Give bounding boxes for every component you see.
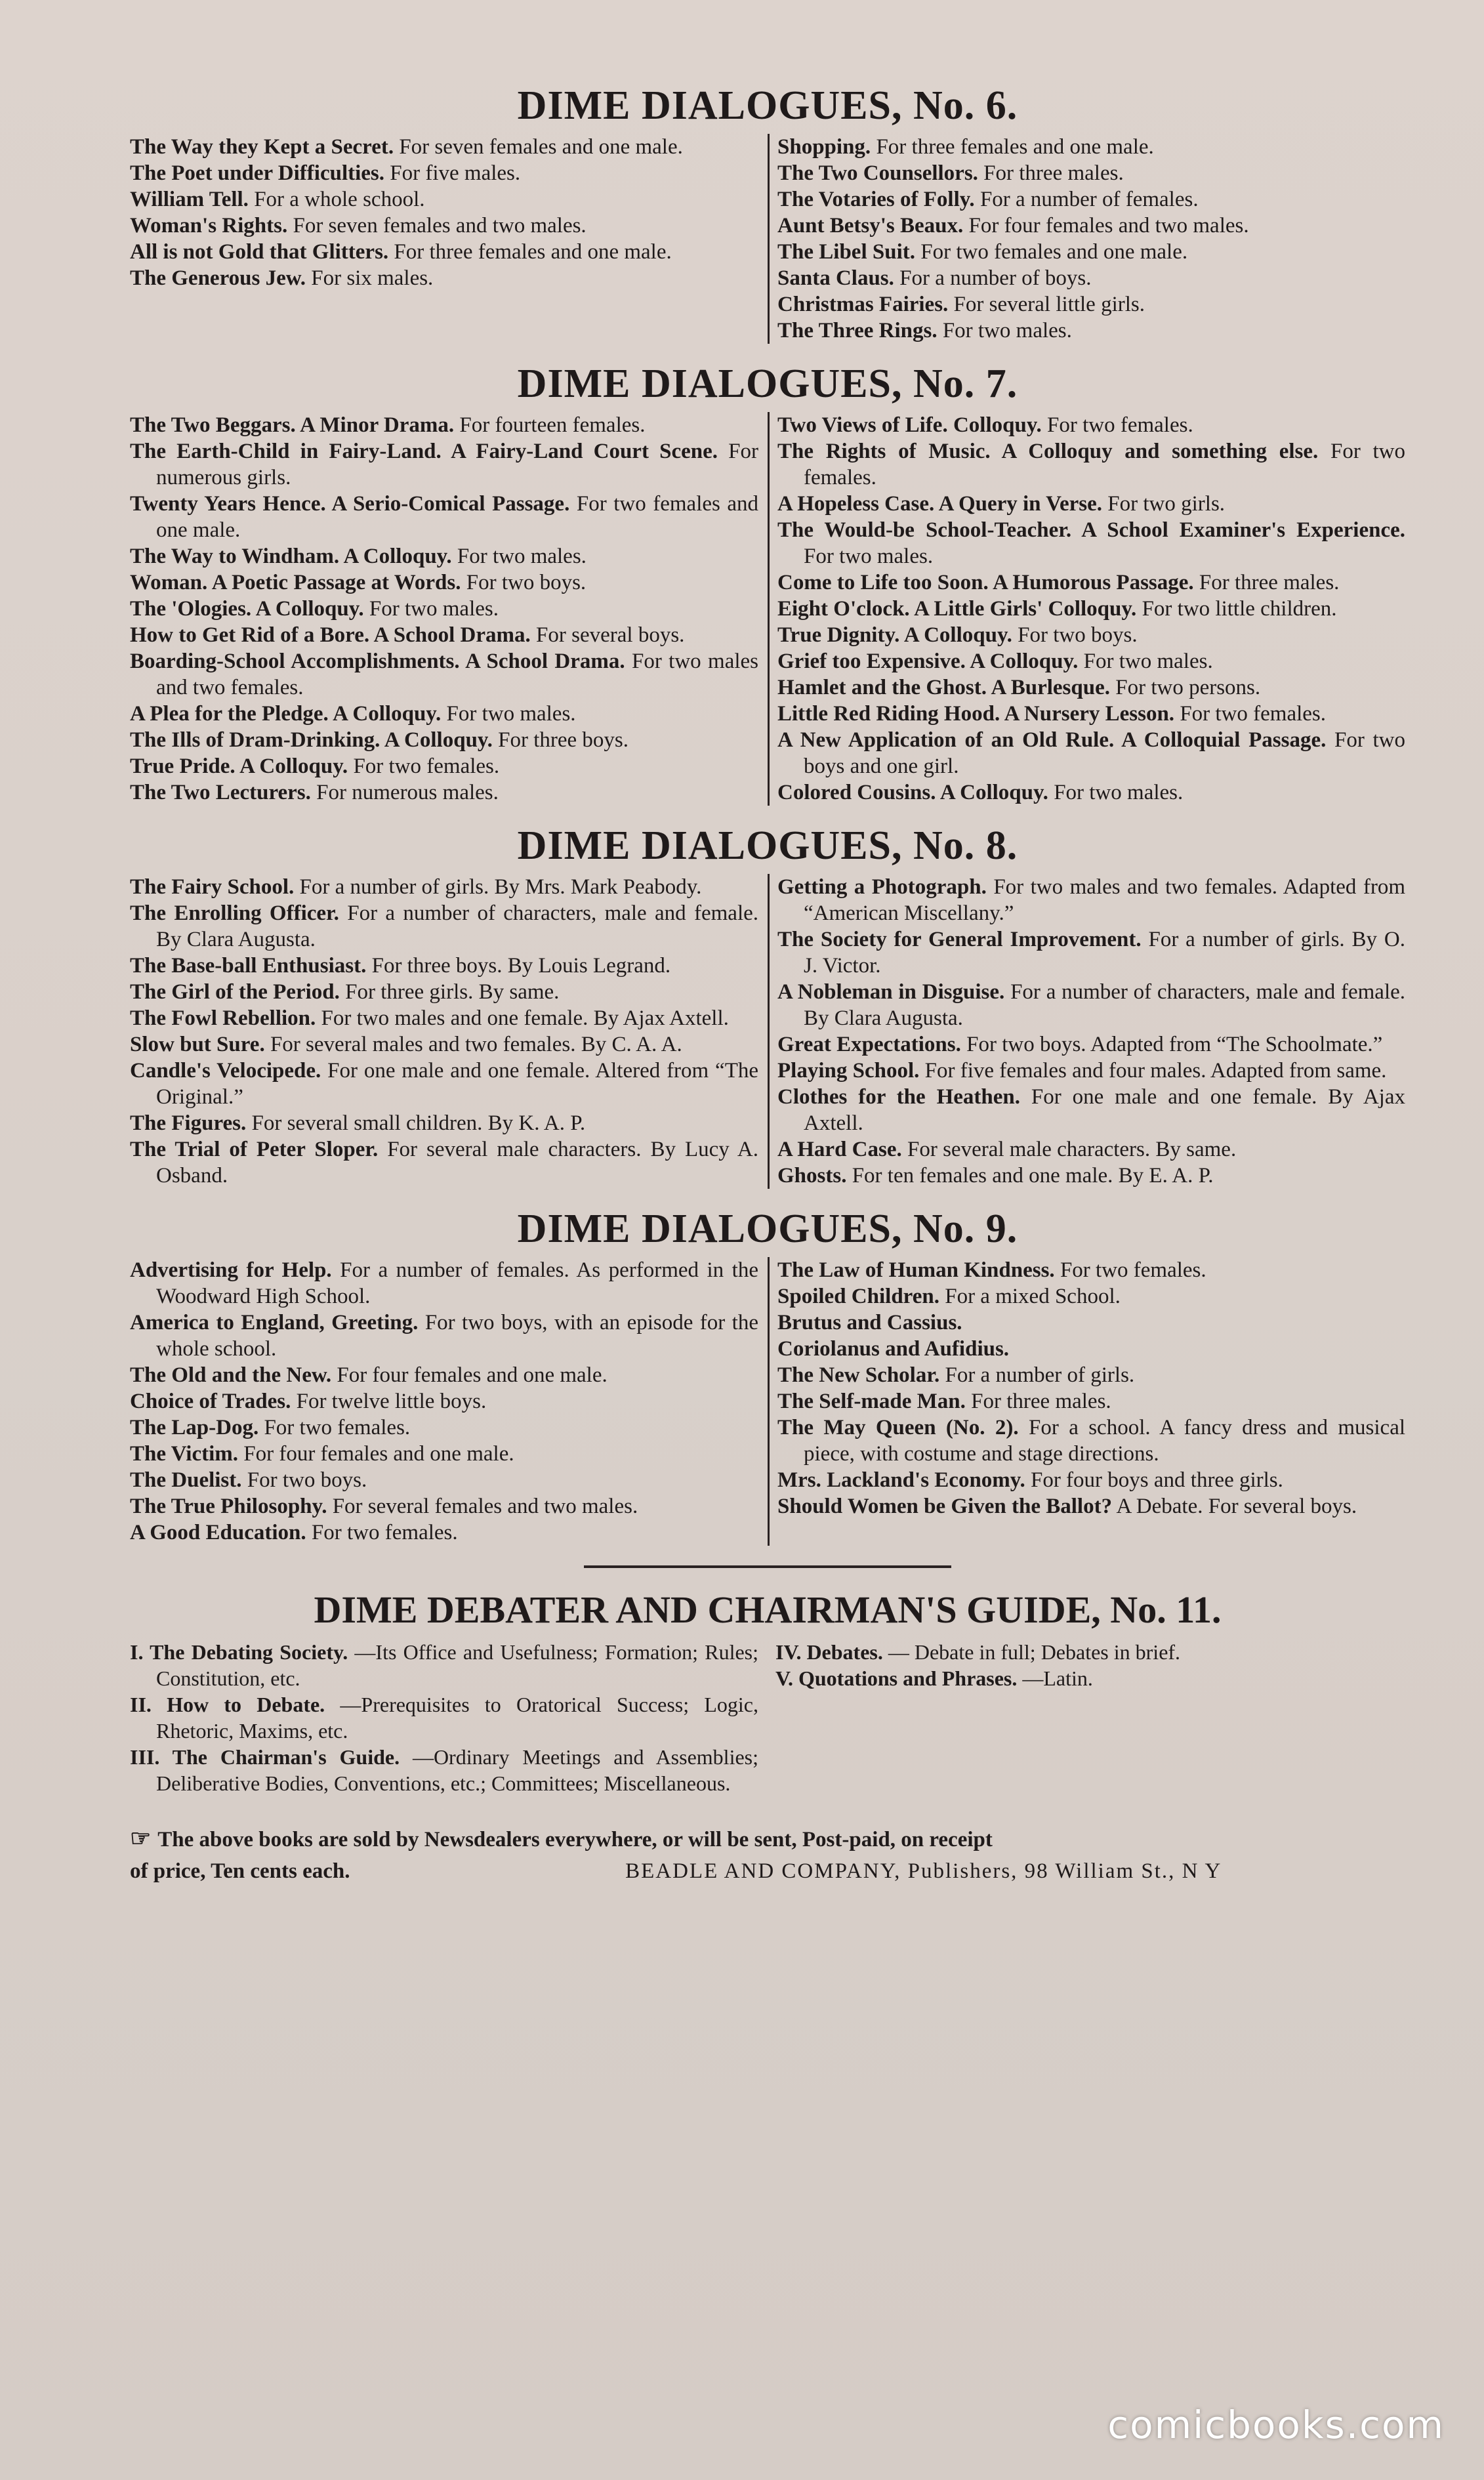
dialogue-entry [130,1310,758,1362]
right-column [768,134,1405,344]
entry-title: The Generous Jew. [130,266,306,290]
right-column [768,412,1405,806]
entry-title: True Dignity. A Colloquy. [777,623,1012,647]
entry-cast: For a number of girls. By Mrs. Mark Peabody. [299,875,702,899]
dialogue-entry [130,1362,758,1388]
entry-title: Candle's Velocipede. [130,1059,321,1083]
dialogue-entry [777,1136,1405,1163]
dialogue-entry [777,213,1405,239]
entry-cast: —Ordinary Meetings and Assemblies; Deliberative Bodies, Conventions, etc.; Committees; Miscellaneous. [156,1745,758,1795]
entry-title: Getting a Photograph. [777,875,987,899]
entry-title: III. The Chairman's Guide. [130,1745,400,1769]
entry-cast: For three boys. By Louis Legrand. [371,954,671,978]
dialogue-entry [130,979,758,1005]
dialogues-section [130,1201,1405,1546]
dialogue-entry [130,160,758,186]
dialogue-entry [130,1031,758,1058]
dialogue-entry [130,1639,758,1691]
left-column [130,874,768,1189]
entry-title: Shopping. [777,135,871,159]
section-columns [130,134,1405,344]
dialogue-entry [130,1744,758,1796]
entry-cast: For seven females and one male. [399,135,683,159]
dialogue-entry [130,186,758,213]
dialogue-entry [130,1058,758,1110]
entry-title: Two Views of Life. Colloquy. [777,413,1042,437]
dialogue-entry [777,926,1405,979]
left-column [130,412,768,806]
entry-cast: For several small children. By K. A. P. [251,1111,586,1135]
dialogue-entry [777,1310,1405,1336]
section-title: DIME DIALOGUES, No. 9. [517,1207,1018,1251]
entry-cast: For three males. [971,1390,1111,1413]
entry-title: Playing School. [777,1059,920,1083]
site-watermark: comicbooks.com [1107,2403,1445,2447]
dialogue-entry [777,569,1405,596]
dialogue-entry [777,727,1405,779]
dialogue-entry [130,239,758,265]
dialogue-entry [775,1639,1405,1665]
entry-cast: For two persons. [1115,676,1261,699]
entry-title: I. The Debating Society. [130,1640,348,1664]
dialogue-entry [130,1493,758,1519]
entry-cast: For six males. [311,266,434,290]
entry-title: The Duelist. [130,1468,242,1492]
left-column [130,1257,768,1546]
entry-cast: For two males and two females. Adapted from “American Miscellany.” [804,875,1405,925]
entry-title: IV. Debates. [775,1640,883,1664]
entry-cast: For two males. [1054,781,1184,804]
entry-cast: For numerous males. [316,781,499,804]
notice-price: of price, Ten cents each. [130,1859,350,1883]
entry-title: The Rights of Music. A Colloquy and something else. [777,440,1319,463]
dialogue-entry [777,318,1405,344]
entry-cast: For a number of boys. [899,266,1092,290]
dialogue-entry [777,596,1405,622]
entry-title: The True Philosophy. [130,1495,327,1518]
entry-cast: For two males. [457,545,587,568]
entry-title: Should Women be Given the Ballot? [777,1495,1113,1518]
entry-cast: For two females. [1060,1258,1206,1282]
entry-cast: For four females and one male. [337,1363,608,1387]
section-title: DIME DIALOGUES, No. 7. [517,362,1018,406]
entry-title: The Two Counsellors. [777,161,978,185]
entry-title: The 'Ologies. A Colloquy. [130,597,364,621]
entry-title: Colored Cousins. A Colloquy. [777,781,1048,804]
dialogue-entry [130,727,758,753]
entry-title: A Hard Case. [777,1138,902,1161]
dialogue-entry [130,753,758,779]
entry-title: A Nobleman in Disguise. [777,980,1005,1004]
dialogue-entry [130,596,758,622]
entry-title: The Fairy School. [130,875,295,899]
entry-cast: For a number of characters, male and female. By Clara Augusta. [156,901,759,951]
dialogue-entry [777,1283,1405,1310]
entry-title: V. Quotations and Phrases. [775,1666,1018,1690]
dialogue-entry [777,1163,1405,1189]
entry-cast: For two females and one male. [156,492,759,542]
dialogue-entry [130,1257,758,1310]
dialogues-section [130,817,1405,1189]
entry-cast: For two girls. [1107,492,1226,516]
dialogues-section [130,356,1405,806]
entry-cast: For three males. [983,161,1124,185]
dialogue-entry [130,1519,758,1546]
dialogue-entry [130,900,758,953]
entry-title: All is not Gold that Glitters. [130,240,389,264]
dialogue-entry [777,186,1405,213]
dialogue-entry [130,491,758,543]
entry-cast: A Debate. For several boys. [1116,1495,1357,1518]
entry-cast: For two little children. [1142,597,1337,621]
entry-title: Ghosts. [777,1164,847,1188]
dialogue-entry [130,412,758,438]
entry-title: A Plea for the Pledge. A Colloquy. [130,702,442,726]
left-column [130,134,768,344]
dialogue-entry [777,622,1405,648]
entry-cast: For two females. [264,1416,411,1439]
dialogue-entry [130,1441,758,1467]
entry-title: The New Scholar. [777,1363,940,1387]
dialogue-entry [130,1467,758,1493]
entry-title: How to Get Rid of a Bore. A School Drama. [130,623,531,647]
dialogue-entry [130,569,758,596]
entry-title: Grief too Expensive. A Colloquy. [777,650,1079,673]
entry-title: The Way they Kept a Secret. [130,135,394,159]
entry-title: The Girl of the Period. [130,980,340,1004]
entry-cast: For a number of females. [979,188,1199,211]
dialogue-entry [775,1665,1405,1691]
entry-cast: For two boys. [466,571,587,594]
entry-cast: —Prerequisites to Oratorical Success; Logic, Rhetoric, Maxims, etc. [156,1693,759,1743]
entry-title: The Libel Suit. [777,240,915,264]
entry-title: The Ills of Dram-Drinking. A Colloquy. [130,728,493,752]
dialogues-sections [130,77,1405,1546]
entry-title: True Pride. A Colloquy. [130,754,348,778]
dialogue-entry [777,674,1405,701]
entry-title: The Law of Human Kindness. [777,1258,1055,1282]
entry-title: Woman's Rights. [130,214,288,238]
entry-title: Santa Claus. [777,266,894,290]
entry-title: The Society for General Improvement. [777,928,1142,951]
entry-cast: For two females. [804,440,1406,489]
dialogue-entry [130,265,758,291]
entry-title: Little Red Riding Hood. A Nursery Lesson. [777,702,1175,726]
pointing-hand-icon: ☞ [130,1825,152,1851]
entry-cast: For several females and two males. [332,1495,638,1518]
entry-cast: For two males. [804,545,934,568]
entry-title: The Trial of Peter Sloper. [130,1138,379,1161]
entry-cast: For two boys, with an episode for the whole school. [156,1311,758,1361]
entry-cast: For several little girls. [953,293,1145,316]
guide-columns [130,1639,1405,1796]
entry-title: The Figures. [130,1111,247,1135]
entry-title: William Tell. [130,188,249,211]
entry-cast: For several male characters. By Lucy A. Osband. [156,1138,758,1188]
entry-title: The Victim. [130,1442,238,1466]
section-columns [130,1257,1405,1546]
entry-title: A New Application of an Old Rule. A Colloquial Passage. [777,728,1327,752]
entry-cast: For a number of females. As performed in the Woodward High School. [156,1258,758,1308]
divider-rule [584,1565,951,1568]
dialogue-entry [777,239,1405,265]
dialogue-entry [777,648,1405,674]
entry-cast: For three females and one male. [876,135,1154,159]
entry-cast: For a number of girls. By O. J. Victor. [804,928,1405,978]
entry-cast: For a whole school. [254,188,425,211]
entry-cast: For one male and one female. By Ajax Axtell. [804,1085,1405,1135]
entry-title: Spoiled Children. [777,1285,939,1308]
entry-title: Choice of Trades. [130,1390,291,1413]
dialogue-entry [130,622,758,648]
entry-cast: For several boys. [536,623,685,647]
dialogue-entry [777,1362,1405,1388]
dialogue-entry [130,1136,758,1189]
entry-cast: For three girls. By same. [345,980,560,1004]
entry-title: The Enrolling Officer. [130,901,339,925]
entry-title: The Two Beggars. A Minor Drama. [130,413,455,437]
entry-cast: For fourteen females. [459,413,646,437]
entry-cast: —Its Office and Usefulness; Formation; Rules; Constitution, etc. [156,1640,758,1690]
entry-title: The Earth-Child in Fairy-Land. A Fairy-Land Court Scene. [130,440,718,463]
entry-cast: — Debate in full; Debates in brief. [888,1640,1181,1664]
entry-cast: For ten females and one male. By E. A. P. [852,1164,1214,1188]
dialogue-entry [777,265,1405,291]
entry-cast: For a mixed School. [945,1285,1121,1308]
entry-title: Brutus and Cassius. [777,1311,962,1334]
dialogue-entry [130,1388,758,1415]
entry-cast: For two males. [942,319,1072,342]
dialogue-entry [130,953,758,979]
entry-cast: For several males and two females. By C. A. A. [270,1033,682,1056]
dialogue-entry [777,779,1405,806]
dialogue-entry [130,543,758,569]
entry-title: Twenty Years Hence. A Serio-Comical Passage. [130,492,570,516]
entry-title: Advertising for Help. [130,1258,332,1282]
guide-left-column [130,1639,768,1796]
entry-title: America to England, Greeting. [130,1311,419,1334]
right-column [768,1257,1405,1546]
entry-title: Woman. A Poetic Passage at Words. [130,571,461,594]
entry-cast: For two males. [446,702,576,726]
dialogue-entry [130,213,758,239]
dialogue-entry [777,701,1405,727]
dialogue-entry [130,134,758,160]
entry-title: The Self-made Man. [777,1390,966,1413]
section-columns [130,874,1405,1189]
entry-title: Boarding-School Accomplishments. A School Drama. [130,650,625,673]
entry-cast: For two males and one female. By Ajax Axtell. [321,1006,729,1030]
dialogue-entry [777,1058,1405,1084]
entry-cast: For seven females and two males. [293,214,587,238]
right-column [768,874,1405,1189]
entry-title: A Good Education. [130,1521,306,1544]
entry-cast: For two females. [1047,413,1193,437]
dialogues-section [130,77,1405,344]
dialogue-entry [777,291,1405,318]
entry-title: The Old and the New. [130,1363,332,1387]
entry-title: The Lap-Dog. [130,1416,259,1439]
entry-cast: For two males. [1083,650,1213,673]
entry-cast: For two boys and one girl. [804,728,1405,778]
dialogue-entry [777,438,1405,491]
dialogue-entry [777,412,1405,438]
dialogue-entry [777,1084,1405,1136]
entry-cast: For two males and two females. [156,650,758,699]
entry-cast: For two boys. [247,1468,367,1492]
dialogue-entry [130,779,758,806]
dialogue-entry [777,979,1405,1031]
entry-cast: For two females. [353,754,500,778]
entry-cast: For twelve little boys. [296,1390,487,1413]
entry-title: Hamlet and the Ghost. A Burlesque. [777,676,1110,699]
dialogue-entry [130,648,758,701]
entry-cast: For several male characters. By same. [907,1138,1237,1161]
entry-cast: For three males. [1199,571,1340,594]
dialogue-entry [130,874,758,900]
dialogue-entry [777,1388,1405,1415]
entry-cast: For numerous girls. [156,440,758,489]
dialogue-entry [777,1257,1405,1283]
entry-title: Clothes for the Heathen. [777,1085,1020,1109]
entry-cast: For one male and one female. Altered from “The Original.” [156,1059,759,1109]
dialogue-entry [777,160,1405,186]
debater-guide [130,1581,1405,1796]
entry-title: Coriolanus and Aufidius. [777,1337,1010,1361]
entry-title: A Hopeless Case. A Query in Verse. [777,492,1103,516]
section-title: DIME DIALOGUES, No. 6. [517,83,1018,128]
entry-cast: For five females and four males. Adapted from same. [924,1059,1387,1083]
section-columns [130,412,1405,806]
entry-cast: For two females. [311,1521,458,1544]
section-title: DIME DIALOGUES, No. 8. [517,823,1018,868]
entry-title: Christmas Fairies. [777,293,949,316]
dialogue-entry [130,1005,758,1031]
dialogue-entry [777,517,1405,569]
entry-title: Slow but Sure. [130,1033,265,1056]
entry-cast: For four females and one male. [243,1442,514,1466]
entry-cast: For three females and one male. [394,240,672,264]
entry-cast: For two boys. Adapted from “The Schoolmate.” [966,1033,1383,1056]
entry-title: The Would-be School-Teacher. A School Examiner's Experience. [777,518,1405,542]
publisher-line: BEADLE AND COMPANY, Publishers, 98 William St., N Y [625,1859,1222,1883]
entry-title: The Three Rings. [777,319,938,342]
dialogue-entry [777,491,1405,517]
entry-cast: For two females and one male. [920,240,1188,264]
entry-cast: For four females and two males. [968,214,1249,238]
dialogue-entry [777,1467,1405,1493]
dialogue-entry [777,1031,1405,1058]
entry-cast: For two females. [1180,702,1327,726]
dialogue-entry [130,1415,758,1441]
entry-cast: For two boys. [1018,623,1138,647]
entry-cast: For five males. [390,161,521,185]
entry-cast: For two males. [369,597,499,621]
dialogue-entry [130,1110,758,1136]
dialogue-entry [130,1691,758,1744]
dialogue-entry [130,438,758,491]
entry-cast: For three boys. [498,728,629,752]
entry-title: Mrs. Lackland's Economy. [777,1468,1025,1492]
dialogue-entry [777,1415,1405,1467]
entry-cast: For a number of girls. [945,1363,1135,1387]
entry-title: The Poet under Difficulties. [130,161,385,185]
dialogue-entry [777,874,1405,926]
entry-cast: For four boys and three girls. [1030,1468,1283,1492]
notice-text: The above books are sold by Newsdealers everywhere, or will be sent, Post-paid, on receipt [157,1828,993,1851]
entry-title: The May Queen (No. 2). [777,1416,1019,1439]
entry-cast: —Latin. [1022,1666,1093,1690]
entry-title: Come to Life too Soon. A Humorous Passage. [777,571,1194,594]
guide-right-column [768,1639,1405,1796]
entry-title: Aunt Betsy's Beaux. [777,214,964,238]
entry-title: II. How to Debate. [130,1693,325,1716]
entry-title: The Fowl Rebellion. [130,1006,316,1030]
entry-title: Great Expectations. [777,1033,961,1056]
entry-title: The Way to Windham. A Colloquy. [130,545,452,568]
entry-title: The Votaries of Folly. [777,188,975,211]
entry-cast: For a number of characters, male and female. By Clara Augusta. [804,980,1406,1030]
guide-title: DIME DEBATER AND CHAIRMAN'S GUIDE, No. 11. [314,1588,1222,1631]
sales-notice [130,1823,1405,1887]
entry-cast: For a school. A fancy dress and musical piece, with costume and stage directions. [804,1416,1406,1466]
entry-title: The Two Lecturers. [130,781,311,804]
entry-title: The Base-ball Enthusiast. [130,954,367,978]
entry-title: Eight O'clock. A Little Girls' Colloquy. [777,597,1137,621]
dialogue-entry [777,134,1405,160]
dialogue-entry [130,701,758,727]
dialogue-entry [777,1493,1405,1519]
dialogue-entry [777,1336,1405,1362]
